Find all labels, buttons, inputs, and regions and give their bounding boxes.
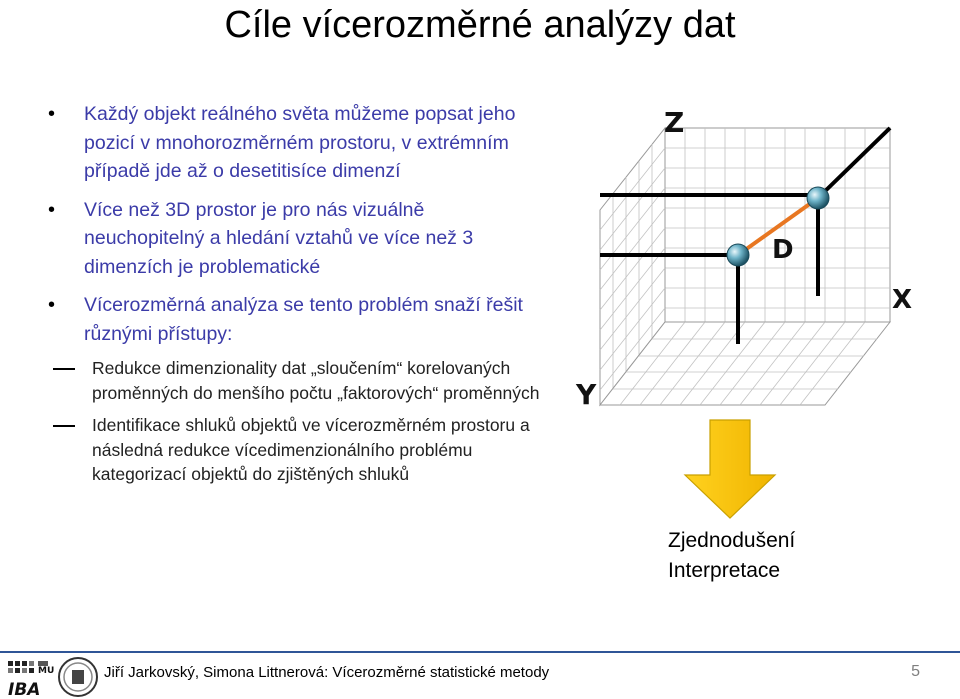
page-title: Cíle vícerozměrné analýzy dat [224,4,736,46]
down-arrow [685,420,775,518]
point-a [727,244,749,266]
axis-x-label: X [892,285,913,315]
3d-space-diagram [560,100,960,530]
result-caption [668,526,795,586]
footer-logos [8,655,98,699]
bullet-item [48,291,548,487]
axis-z-label: Z [664,106,685,139]
sub-bullet-item: Redukce dimenzionality dat „sloučením“ korelovaných proměnných do menšího počtu „faktorových“ proměnných [48,356,548,405]
sub-bullet-list [48,356,548,487]
point-b [807,187,829,209]
axis-y-label: Y [576,378,597,411]
caption-line-2: Interpretace [668,559,781,582]
page-number: 5 [911,663,920,680]
footer-authors: Jiří Jarkovský, Simona Littnerová: Vícerozměrné statistické metody [104,664,550,681]
iba-logo-text: IBA [8,680,41,699]
mu-logo-text: MU [38,666,55,676]
distance-label: D [772,235,794,265]
iba-logo [8,661,40,699]
bullet-item: • Každý objekt reálného světa můžeme popsat jeho pozicí v mnohorozměrném prostoru, v extrémním případě jde až o desetitisíce dimenzí [48,100,548,186]
footer-divider [0,651,960,653]
bullet-text: Vícerozměrná analýza se tento problém snaží řešit různými přístupy: [84,294,523,345]
sub-bullet-item: Identifikace shluků objektů ve vícerozměrném prostoru a následná redukce vícedimenzionálního problému kategorizací objektů do zjištěných shluků [48,413,548,487]
caption-line-1: Zjednodušení [668,529,796,552]
bullet-item: • Více než 3D prostor je pro nás vizuálně neuchopitelný a hledání vztahů ve více než 3 dimenzích je problematické [48,196,548,282]
mu-seal [38,658,97,696]
bullet-list [48,100,548,497]
